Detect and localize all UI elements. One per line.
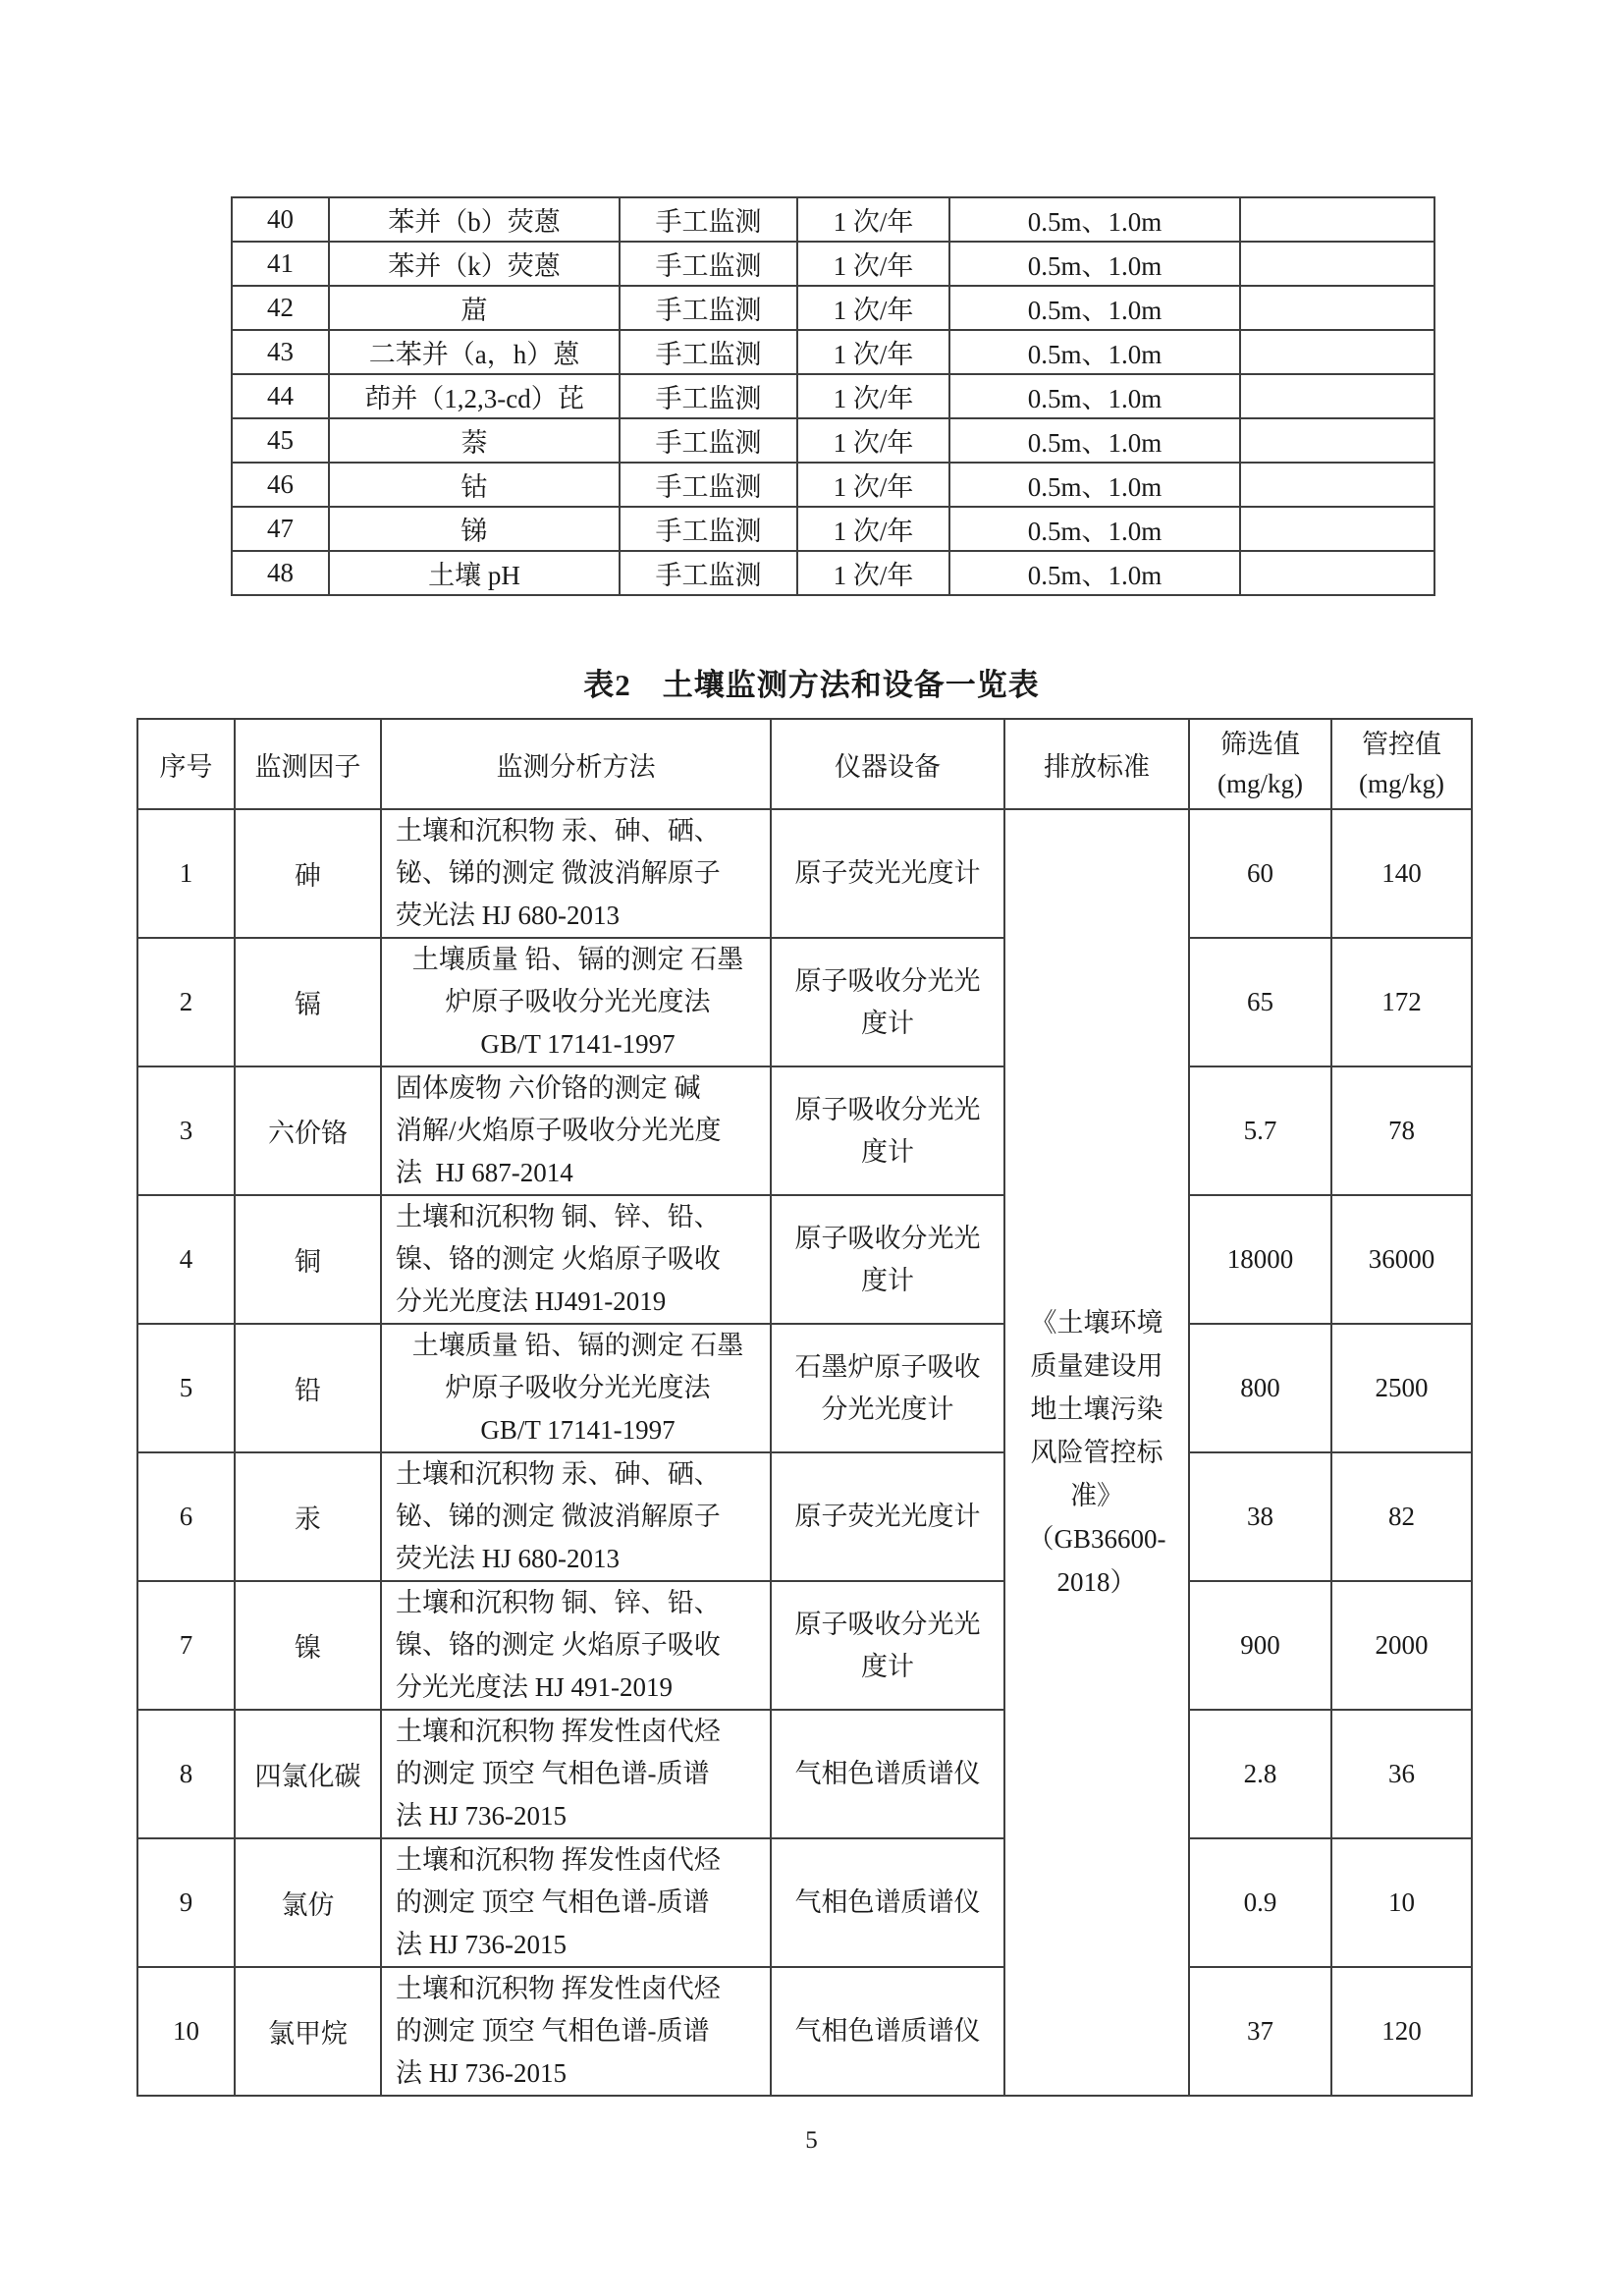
remark-cell: [1240, 197, 1434, 242]
control-value: 10: [1331, 1838, 1472, 1967]
table-row: [232, 330, 1434, 374]
instrument: 原子吸收分光光 度计: [771, 1066, 1004, 1195]
pollutant-name: 苯并（k）荧蒽: [329, 242, 620, 286]
frequency: 1 次/年: [797, 242, 949, 286]
row-number: 7: [137, 1581, 235, 1710]
frequency: 1 次/年: [797, 551, 949, 595]
control-value: 120: [1331, 1967, 1472, 2096]
control-value: 36000: [1331, 1195, 1472, 1324]
remark-cell: [1240, 507, 1434, 551]
header-screening-line2: (mg/kg): [1217, 769, 1303, 798]
factor: 汞: [235, 1452, 381, 1581]
table-row: [137, 1710, 1472, 1838]
frequency: 1 次/年: [797, 418, 949, 463]
depth: 0.5m、1.0m: [949, 551, 1240, 595]
screening-value: 900: [1189, 1581, 1331, 1710]
remark-cell: [1240, 418, 1434, 463]
method: 土壤和沉积物 铜、锌、铅、 镍、铬的测定 火焰原子吸收 分光光度法 HJ 491-2019: [381, 1581, 771, 1710]
row-number: 2: [137, 938, 235, 1066]
row-number: 42: [232, 286, 329, 330]
table-row: [232, 286, 1434, 330]
remark-cell: [1240, 242, 1434, 286]
row-number: 40: [232, 197, 329, 242]
depth: 0.5m、1.0m: [949, 418, 1240, 463]
monitor-type: 手工监测: [620, 418, 797, 463]
table-row: [137, 1838, 1472, 1967]
instrument: 原子吸收分光光 度计: [771, 1195, 1004, 1324]
depth: 0.5m、1.0m: [949, 330, 1240, 374]
frequency: 1 次/年: [797, 507, 949, 551]
page-number: 5: [805, 2127, 818, 2154]
table-row: [232, 551, 1434, 595]
row-number: 47: [232, 507, 329, 551]
control-value: 78: [1331, 1066, 1472, 1195]
screening-value: 38: [1189, 1452, 1331, 1581]
row-number: 3: [137, 1066, 235, 1195]
screening-value: 18000: [1189, 1195, 1331, 1324]
table-row: [137, 938, 1472, 1066]
instrument: 原子荧光光度计: [771, 809, 1004, 938]
row-number: 5: [137, 1324, 235, 1452]
control-value: 2000: [1331, 1581, 1472, 1710]
pollutant-name: 苯并（b）荧蒽: [329, 197, 620, 242]
factor: 氯仿: [235, 1838, 381, 1967]
monitor-type: 手工监测: [620, 197, 797, 242]
factor: 四氯化碳: [235, 1710, 381, 1838]
row-number: 43: [232, 330, 329, 374]
screening-value: 37: [1189, 1967, 1331, 2096]
control-value: 36: [1331, 1710, 1472, 1838]
header-screening: [1189, 719, 1331, 809]
row-number: 8: [137, 1710, 235, 1838]
method: 土壤和沉积物 挥发性卤代烃 的测定 顶空 气相色谱-质谱 法 HJ 736-2015: [381, 1710, 771, 1838]
header-control: [1331, 719, 1472, 809]
monitor-type: 手工监测: [620, 463, 797, 507]
table-row: [137, 1324, 1472, 1452]
monitor-type: 手工监测: [620, 286, 797, 330]
frequency: 1 次/年: [797, 374, 949, 418]
row-number: 44: [232, 374, 329, 418]
row-number: 4: [137, 1195, 235, 1324]
monitor-type: 手工监测: [620, 507, 797, 551]
remark-cell: [1240, 551, 1434, 595]
depth: 0.5m、1.0m: [949, 197, 1240, 242]
depth: 0.5m、1.0m: [949, 286, 1240, 330]
table-row: [137, 1066, 1472, 1195]
row-number: 45: [232, 418, 329, 463]
row-number: 10: [137, 1967, 235, 2096]
factor: 六价铬: [235, 1066, 381, 1195]
header-no: 序号: [137, 719, 235, 809]
header-factor: 监测因子: [235, 719, 381, 809]
table-row: [232, 463, 1434, 507]
emission-standard: 《土壤环境 质量建设用 地土壤污染 风险管控标 准》 （GB36600- 2018）: [1004, 809, 1189, 2096]
frequency: 1 次/年: [797, 463, 949, 507]
instrument: 原子吸收分光光 度计: [771, 938, 1004, 1066]
method: 固体废物 六价铬的测定 碱 消解/火焰原子吸收分光光度 法 HJ 687-2014: [381, 1066, 771, 1195]
table-row: [137, 809, 1472, 938]
factor: 镍: [235, 1581, 381, 1710]
row-number: 9: [137, 1838, 235, 1967]
row-number: 41: [232, 242, 329, 286]
method: 土壤和沉积物 挥发性卤代烃 的测定 顶空 气相色谱-质谱 法 HJ 736-2015: [381, 1838, 771, 1967]
pollutant-name: 二苯并（a，h）蒽: [329, 330, 620, 374]
method: 土壤质量 铅、镉的测定 石墨 炉原子吸收分光光度法 GB/T 17141-1997: [381, 1324, 771, 1452]
instrument: 石墨炉原子吸收 分光光度计: [771, 1324, 1004, 1452]
method: 土壤质量 铅、镉的测定 石墨 炉原子吸收分光光度法 GB/T 17141-1997: [381, 938, 771, 1066]
remark-cell: [1240, 330, 1434, 374]
pollutant-name: 茚并（1,2,3-cd）芘: [329, 374, 620, 418]
monitoring-items-table: [231, 196, 1435, 596]
instrument: 气相色谱质谱仪: [771, 1967, 1004, 2096]
table-row: [137, 1581, 1472, 1710]
instrument: 原子吸收分光光 度计: [771, 1581, 1004, 1710]
table-row: [232, 374, 1434, 418]
table-row: [232, 242, 1434, 286]
factor: 铜: [235, 1195, 381, 1324]
control-value: 172: [1331, 938, 1472, 1066]
frequency: 1 次/年: [797, 197, 949, 242]
table-row: [232, 418, 1434, 463]
monitor-type: 手工监测: [620, 242, 797, 286]
header-method: 监测分析方法: [381, 719, 771, 809]
depth: 0.5m、1.0m: [949, 374, 1240, 418]
monitor-type: 手工监测: [620, 551, 797, 595]
frequency: 1 次/年: [797, 330, 949, 374]
table-header-row: [137, 719, 1472, 809]
method: 土壤和沉积物 汞、砷、硒、 铋、锑的测定 微波消解原子 荧光法 HJ 680-2013: [381, 809, 771, 938]
screening-value: 5.7: [1189, 1066, 1331, 1195]
soil-methods-table: [136, 718, 1473, 2097]
row-number: 6: [137, 1452, 235, 1581]
screening-value: 0.9: [1189, 1838, 1331, 1967]
screening-value: 2.8: [1189, 1710, 1331, 1838]
factor: 氯甲烷: [235, 1967, 381, 2096]
screening-value: 60: [1189, 809, 1331, 938]
frequency: 1 次/年: [797, 286, 949, 330]
header-instrument: 仪器设备: [771, 719, 1004, 809]
factor: 铅: [235, 1324, 381, 1452]
table-row: [232, 507, 1434, 551]
method: 土壤和沉积物 汞、砷、硒、 铋、锑的测定 微波消解原子 荧光法 HJ 680-2013: [381, 1452, 771, 1581]
pollutant-name: 锑: [329, 507, 620, 551]
factor: 镉: [235, 938, 381, 1066]
table-row: [137, 1452, 1472, 1581]
pollutant-name: 钴: [329, 463, 620, 507]
table2-title: 表2 土壤监测方法和设备一览表: [583, 668, 1040, 702]
pollutant-name: 萘: [329, 418, 620, 463]
instrument: 气相色谱质谱仪: [771, 1710, 1004, 1838]
depth: 0.5m、1.0m: [949, 463, 1240, 507]
monitor-type: 手工监测: [620, 330, 797, 374]
row-number: 48: [232, 551, 329, 595]
table-row: [232, 197, 1434, 242]
monitor-type: 手工监测: [620, 374, 797, 418]
screening-value: 800: [1189, 1324, 1331, 1452]
remark-cell: [1240, 286, 1434, 330]
table-row: [137, 1195, 1472, 1324]
method: 土壤和沉积物 挥发性卤代烃 的测定 顶空 气相色谱-质谱 法 HJ 736-2015: [381, 1967, 771, 2096]
factor: 砷: [235, 809, 381, 938]
pollutant-name: 土壤 pH: [329, 551, 620, 595]
method: 土壤和沉积物 铜、锌、铅、 镍、铬的测定 火焰原子吸收 分光光度法 HJ491-2019: [381, 1195, 771, 1324]
instrument: 气相色谱质谱仪: [771, 1838, 1004, 1967]
table-row: [137, 1967, 1472, 2096]
remark-cell: [1240, 463, 1434, 507]
row-number: 46: [232, 463, 329, 507]
header-control-line1: 管控值: [1362, 730, 1441, 759]
control-value: 140: [1331, 809, 1472, 938]
instrument: 原子荧光光度计: [771, 1452, 1004, 1581]
header-standard: 排放标准: [1004, 719, 1189, 809]
header-screening-line1: 筛选值: [1220, 730, 1300, 759]
header-control-line2: (mg/kg): [1359, 769, 1444, 798]
control-value: 2500: [1331, 1324, 1472, 1452]
depth: 0.5m、1.0m: [949, 507, 1240, 551]
remark-cell: [1240, 374, 1434, 418]
screening-value: 65: [1189, 938, 1331, 1066]
control-value: 82: [1331, 1452, 1472, 1581]
row-number: 1: [137, 809, 235, 938]
depth: 0.5m、1.0m: [949, 242, 1240, 286]
pollutant-name: 䓛: [329, 286, 620, 330]
